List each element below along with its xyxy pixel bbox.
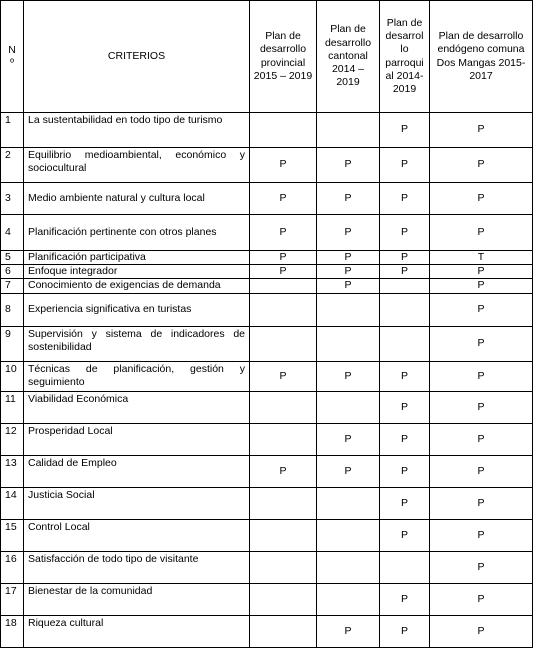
row-number: 7 <box>1 279 24 293</box>
table-row <box>1 293 533 326</box>
mark-provincial: P <box>250 251 317 265</box>
row-number: 8 <box>1 293 24 326</box>
mark-provincial <box>250 487 317 519</box>
mark-cantonal <box>317 326 380 361</box>
mark-endogeno: P <box>430 423 533 455</box>
row-criterio: Satisfacción de todo tipo de visitante <box>24 551 250 583</box>
table-row <box>1 148 533 183</box>
mark-parroquial <box>380 551 430 583</box>
table-row <box>1 423 533 455</box>
mark-cantonal <box>317 293 380 326</box>
mark-cantonal: P <box>317 455 380 487</box>
row-number: 4 <box>1 215 24 251</box>
row-criterio: Viabilidad Económica <box>24 391 250 423</box>
row-criterio: Planificación pertinente con otros planes <box>24 215 250 251</box>
mark-parroquial: P <box>380 361 430 391</box>
header-number-top: N <box>8 43 16 56</box>
mark-provincial: P <box>250 455 317 487</box>
mark-provincial <box>250 113 317 148</box>
mark-endogeno: P <box>430 583 533 615</box>
mark-parroquial: P <box>380 113 430 148</box>
row-criterio: Control Local <box>24 519 250 551</box>
mark-cantonal <box>317 551 380 583</box>
row-number: 2 <box>1 148 24 183</box>
header-plan-endogeno: Plan de desarrollo endógeno comuna Dos Mangas 2015-2017 <box>430 1 533 113</box>
row-number: 16 <box>1 551 24 583</box>
header-number-bottom: º <box>10 56 14 69</box>
mark-provincial: P <box>250 215 317 251</box>
row-number: 3 <box>1 183 24 215</box>
mark-parroquial: P <box>380 215 430 251</box>
mark-provincial <box>250 551 317 583</box>
mark-cantonal <box>317 519 380 551</box>
mark-parroquial <box>380 326 430 361</box>
table-row <box>1 265 533 279</box>
table-row <box>1 519 533 551</box>
mark-endogeno: P <box>430 265 533 279</box>
mark-endogeno: P <box>430 551 533 583</box>
mark-provincial <box>250 519 317 551</box>
row-number: 18 <box>1 615 24 647</box>
row-criterio: Equilibrio medioambiental, económico y sociocultural <box>24 148 250 183</box>
mark-provincial <box>250 423 317 455</box>
row-number: 6 <box>1 265 24 279</box>
table-row <box>1 215 533 251</box>
mark-endogeno: P <box>430 326 533 361</box>
mark-endogeno: T <box>430 251 533 265</box>
row-number: 5 <box>1 251 24 265</box>
mark-provincial <box>250 293 317 326</box>
table-row <box>1 455 533 487</box>
mark-endogeno: P <box>430 113 533 148</box>
mark-endogeno: P <box>430 148 533 183</box>
row-number: 13 <box>1 455 24 487</box>
mark-parroquial <box>380 293 430 326</box>
mark-cantonal: P <box>317 423 380 455</box>
mark-endogeno: P <box>430 615 533 647</box>
mark-provincial: P <box>250 148 317 183</box>
mark-parroquial: P <box>380 519 430 551</box>
table-row <box>1 279 533 293</box>
row-criterio: Experiencia significativa en turistas <box>24 293 250 326</box>
mark-provincial: P <box>250 183 317 215</box>
mark-cantonal <box>317 113 380 148</box>
mark-endogeno: P <box>430 455 533 487</box>
row-number: 10 <box>1 361 24 391</box>
mark-cantonal: P <box>317 251 380 265</box>
mark-endogeno: P <box>430 391 533 423</box>
mark-cantonal: P <box>317 279 380 293</box>
table-row <box>1 615 533 647</box>
mark-provincial <box>250 615 317 647</box>
mark-cantonal <box>317 583 380 615</box>
mark-cantonal: P <box>317 183 380 215</box>
mark-endogeno: P <box>430 293 533 326</box>
mark-parroquial: P <box>380 615 430 647</box>
mark-endogeno: P <box>430 215 533 251</box>
mark-provincial <box>250 583 317 615</box>
table-row <box>1 551 533 583</box>
row-number: 11 <box>1 391 24 423</box>
table-row <box>1 183 533 215</box>
row-number: 12 <box>1 423 24 455</box>
mark-provincial <box>250 391 317 423</box>
table-row <box>1 113 533 148</box>
mark-endogeno: P <box>430 361 533 391</box>
row-number: 1 <box>1 113 24 148</box>
mark-parroquial: P <box>380 391 430 423</box>
mark-provincial: P <box>250 265 317 279</box>
row-criterio: Planificación participativa <box>24 251 250 265</box>
mark-parroquial: P <box>380 583 430 615</box>
header-plan-parroquial: Plan de desarrol lo parroqui al 2014-2019 <box>380 1 430 113</box>
mark-parroquial: P <box>380 487 430 519</box>
row-number: 9 <box>1 326 24 361</box>
header-plan-cantonal: Plan de desarrollo cantonal 2014 – 2019 <box>317 1 380 113</box>
row-criterio: Supervisión y sistema de indicadores de sostenibilidad <box>24 326 250 361</box>
row-criterio: Bienestar de la comunidad <box>24 583 250 615</box>
mark-provincial: P <box>250 361 317 391</box>
row-criterio: Calidad de Empleo <box>24 455 250 487</box>
row-criterio: La sustentabilidad en todo tipo de turismo <box>24 113 250 148</box>
mark-cantonal <box>317 391 380 423</box>
table-row <box>1 487 533 519</box>
mark-parroquial: P <box>380 455 430 487</box>
header-criterios: CRITERIOS <box>24 1 250 113</box>
mark-provincial <box>250 279 317 293</box>
row-criterio: Enfoque integrador <box>24 265 250 279</box>
row-number: 17 <box>1 583 24 615</box>
row-criterio: Medio ambiente natural y cultura local <box>24 183 250 215</box>
mark-parroquial: P <box>380 265 430 279</box>
mark-cantonal: P <box>317 148 380 183</box>
row-criterio: Riqueza cultural <box>24 615 250 647</box>
row-criterio: Prosperidad Local <box>24 423 250 455</box>
header-plan-provincial: Plan de desarrollo provincial 2015 – 2019 <box>250 1 317 113</box>
mark-cantonal <box>317 487 380 519</box>
mark-parroquial: P <box>380 423 430 455</box>
table-row <box>1 326 533 361</box>
row-criterio: Técnicas de planificación, gestión y seguimiento <box>24 361 250 391</box>
mark-endogeno: P <box>430 519 533 551</box>
mark-cantonal: P <box>317 265 380 279</box>
mark-cantonal: P <box>317 215 380 251</box>
table-row <box>1 361 533 391</box>
table-row <box>1 583 533 615</box>
mark-endogeno: P <box>430 279 533 293</box>
table-row <box>1 391 533 423</box>
mark-endogeno: P <box>430 183 533 215</box>
row-criterio: Justicia Social <box>24 487 250 519</box>
row-criterio: Conocimiento de exigencias de demanda <box>24 279 250 293</box>
header-number <box>1 1 24 113</box>
header-row <box>1 1 533 113</box>
mark-endogeno: P <box>430 487 533 519</box>
row-number: 14 <box>1 487 24 519</box>
mark-cantonal: P <box>317 361 380 391</box>
table-row <box>1 251 533 265</box>
row-number: 15 <box>1 519 24 551</box>
mark-parroquial <box>380 279 430 293</box>
mark-parroquial: P <box>380 251 430 265</box>
mark-parroquial: P <box>380 148 430 183</box>
mark-cantonal: P <box>317 615 380 647</box>
mark-provincial <box>250 326 317 361</box>
mark-parroquial: P <box>380 183 430 215</box>
